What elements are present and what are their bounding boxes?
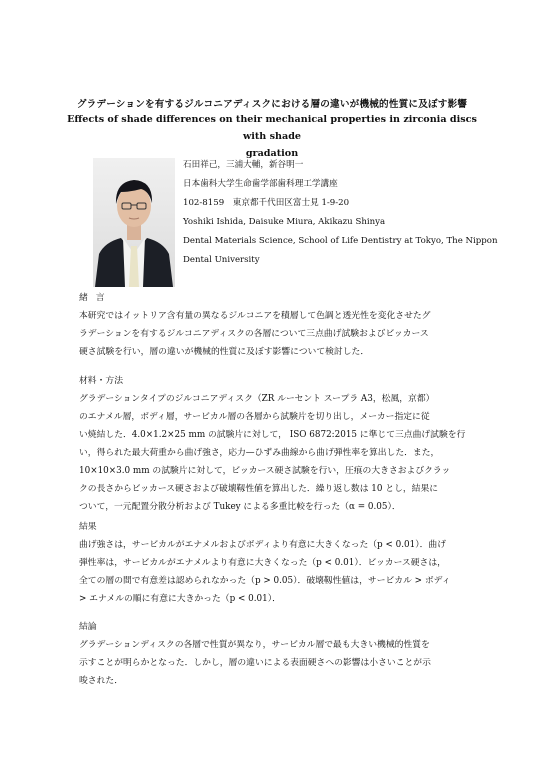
body-line: い焼結した．4.0×1.2×25 mm の試験片に対して， ISO 6872:2015 に準じて三点曲げ試験を行 (79, 430, 466, 440)
body-line: 示すことが明らかとなった．しかし，層の違いによる表面硬さへの影響は小さいことが示 (79, 658, 431, 668)
body-line: ついて，一元配置分散分析および Tukey による多重比較を行った（α = 0.05）． (79, 502, 401, 512)
body-line: > エナメルの順に有意に大きかった（p < 0.01）． (79, 594, 281, 604)
section-heading: 結果 (79, 522, 97, 532)
body-line: グラデーションタイプのジルコニアディスク（ZR ルーセント スープラ A3，松風，京都） (79, 394, 435, 404)
author-portrait-image (93, 158, 175, 287)
section-conclusion (79, 618, 473, 690)
body-line: 10×10×3.0 mm の試験片に対して，ビッカース硬さ試験を行い，圧痕の大きさおよびクラッ (79, 466, 451, 476)
body-line: 全ての層の間で有意差は認められなかった（p > 0.05）．破壊靱性値は，サービカル > ボディ (79, 576, 451, 586)
author-photo (93, 158, 175, 287)
body-line: 本研究ではイットリア含有量の異なるジルコニアを積層して色調と透光性を変化させたグ (79, 311, 431, 321)
body-line: のエナメル層，ボディ層，サービカル層の各層から試験片を切り出し，メーカー指定に従 (79, 412, 430, 422)
author-info (183, 156, 498, 270)
body-line: グラデーションディスクの各層で性質が異なり，サービカル層で最も大きい機械的性質を (79, 640, 430, 650)
affiliation-en-line-1: Dental Materials Science, School of Life Dentistry at Tokyo, The Nippon (183, 236, 498, 246)
body-line: 硬さ試験を行い，層の違いが機械的性質に及ぼす影響について検討した． (79, 347, 370, 357)
body-line: 弾性率は，サービカルがエナメルより有意に大きくなった（p < 0.01）．ビッカース硬さは， (79, 558, 446, 568)
section-methods (79, 372, 473, 516)
section-body (79, 307, 473, 361)
author-names-en: Yoshiki Ishida, Daisuke Miura, Akikazu Shinya (183, 217, 386, 227)
body-line: 曲げ強さは，サービカルがエナメルおよびボディより有意に大きくなった（p < 0.01）．曲げ (79, 540, 447, 550)
section-heading: 緒言 (79, 293, 113, 303)
title-english-line-1: Effects of shade differences on their mechanical properties in zirconia discs with shade (67, 114, 477, 142)
body-line: ラデーションを有するジルコニアディスクの各層について三点曲げ試験およびビッカース (79, 329, 429, 339)
body-line: 唆された． (79, 676, 123, 686)
title-english-line-2: gradation (245, 148, 299, 159)
body-line: い，得られた最大荷重から曲げ強さ，応力—ひずみ曲線から曲げ弾性率を算出した．また， (79, 448, 440, 458)
author-names-ja: 石田祥己，三浦大輔，新谷明一 (183, 160, 304, 170)
affiliation-ja: 日本歯科大学生命歯学部歯科理工学講座 (183, 179, 338, 189)
address: 102-8159 東京都千代田区富士見 1-9-20 (183, 198, 350, 208)
section-heading: 材料・方法 (79, 376, 123, 386)
section-body (79, 636, 473, 690)
section-heading: 結論 (79, 622, 97, 632)
body-line: クの長さからビッカース硬さおよび破壊靱性値を算出した．繰り返し数は 10 とし，結果に (79, 484, 439, 494)
section-results (79, 518, 473, 608)
title-japanese: グラデーションを有するジルコニアディスクにおける層の違いが機械的性質に及ぼす影響 (76, 99, 468, 110)
affiliation-en-line-2: Dental University (183, 255, 260, 265)
section-body (79, 536, 473, 608)
title-english (60, 111, 484, 162)
section-body (79, 390, 473, 516)
section-introduction (79, 289, 473, 361)
